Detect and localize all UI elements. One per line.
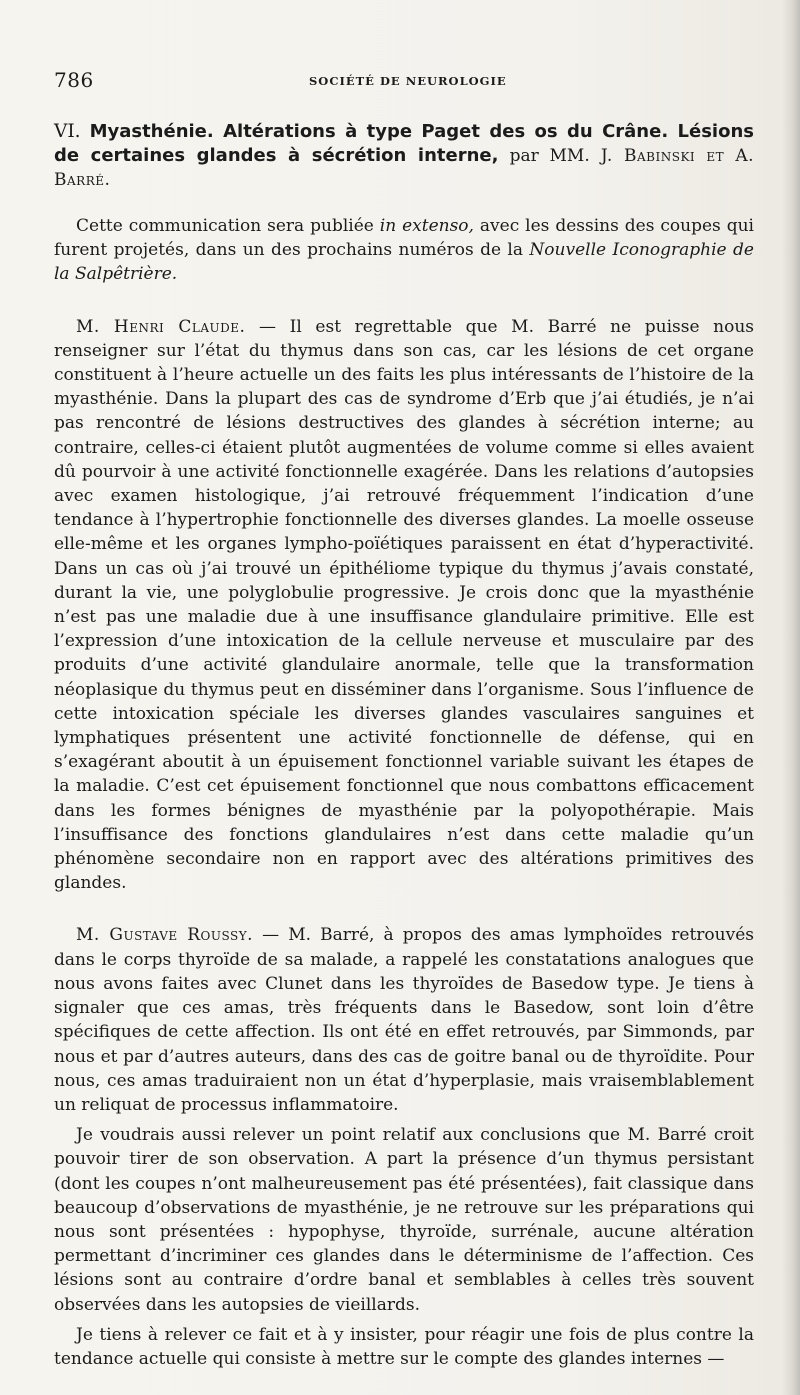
paragraph-roussy-2: Je voudrais aussi relever un point relatif aux conclusions que M. Barré croit pouvoir tirer de son observation. A part la présence d’un thymus persistant (dont les coupes n’ont malheureusement pas été présentées), fait classique dans beaucoup d’observations de myasthénie, je ne retrouve sur les préparations qui nous sont présentées : hypophyse, thyroïde, surrénale, aucune altération permettant d’incriminer ces glandes dans le déterminisme de l’affection. Ces lésions sont au contraire d’ordre banal et semblables à celles très souvent observées dans les autopsies de vieillards. [54, 1125, 754, 1315]
page-number: 786 [54, 68, 94, 92]
p1-text-b: avec les dessins des coupes qui furent projetés, dans un des prochains numéros de la [54, 216, 754, 261]
p1-in-extenso: in extenso, [379, 216, 474, 236]
section-heading [54, 120, 754, 192]
running-title: SOCIÉTÉ DE NEUROLOGIE [309, 74, 507, 88]
paragraph-roussy-3: Je tiens à relever ce fait et à y insister, pour réagir une fois de plus contre la tendance actuelle qui consiste à mettre sur le compte des glandes internes — [54, 1324, 754, 1369]
section-title: Myasthénie. Altérations à type Paget des os du Crâne. Lésions de certaines glandes à sécrétion interne, [54, 121, 754, 166]
section-number: VI. [54, 121, 81, 142]
speaker-claude: M. Henri Claude. [76, 316, 246, 337]
claude-remarks: — Il est regrettable que M. Barré ne puisse nous renseigner sur l’état du thymus dans son cas, car les lésions de cet organe constituent à l’heure actuelle un des faits les plus intéressants de l’histoire de la myasthénie. Dans la plupart des cas de syndrome d’Erb que j’ai étudiés, je n’ai pas rencontré de lésions destructives des glandes à sécrétion interne; au contraire, celles-ci étaient plutôt augmentées de volume comme si elles avaient dû pourvoir à une activité fonctionnelle exagérée. Dans les relations d’autopsies avec examen histologique, j’ai retrouvé fréquemment l’indication d’une tendance à l’hypertrophie fonctionnelle des diverses glandes. La moelle osseuse elle-même et les organes lympho-poïétiques paraissent en état d’hyperactivité. Dans un cas où j’ai trouvé un épithéliome typique du thymus j’avais constaté, durant la vie, une polyglobulie progressive. Je crois donc que la myasthénie n’est pas une maladie due à une insuffisance glandulaire primitive. Elle est l’expression d’une intoxication de la cellule nerveuse et musculaire par des produits d’une activité glandulaire anormale, telle que la transformation néoplasique du thymus peut en disséminer dans l’organisme. Sous l’influence de cette intoxication spéciale les diverses glandes vasculaires sanguines et lymphatiques présentent une activité fonctionnelle de défense, qui en s’exagérant aboutit à un épuisement fonctionnel variable suivant les étapes de la maladie. C’est cet épuisement fonctionnel que nous combattons efficacement dans les formes bénignes de myasthénie par la polyopothérapie. Mais l’insuffisance des fonctions glandulaires n’est dans cette maladie qu’un phénomène secondaire non en rapport avec des altérations primitives des glandes. [54, 316, 754, 894]
p1-journal-title: Nouvelle Iconographie de la Salpêtrière. [54, 240, 754, 285]
paragraph-claude [54, 315, 754, 896]
section-authors: J. Babinski et A. Barré. [54, 146, 754, 190]
section-by: par MM. [509, 146, 590, 166]
page-header [54, 68, 754, 96]
roussy-remarks: — M. Barré, à propos des amas lymphoïdes retrouvés dans le corps thyroïde de sa malade, a rappelé les constatations analogues que nous avons faites avec Clunet dans les thyroïdes de Basedow type. Je tiens à signaler que ces amas, très fréquents dans le Basedow, sont loin d’être spécifiques de cette affection. Ils ont été en effet retrouvés, par Simmonds, par nous et par d’autres auteurs, dans des cas de goitre banal ou de thyroïdite. Pour nous, ces amas traduiraient non un état d’hyperplasie, mais vraisemblablement un reliquat de processus inflammatoire. [54, 925, 754, 1115]
paragraph-roussy [54, 923, 754, 1117]
article-body [54, 120, 754, 1371]
page-edge-shadow [782, 0, 800, 1395]
p1-text-a: Cette communication sera publiée [76, 216, 380, 236]
paragraph-communication [54, 214, 754, 287]
speaker-roussy: M. Gustave Roussy. [76, 925, 254, 946]
